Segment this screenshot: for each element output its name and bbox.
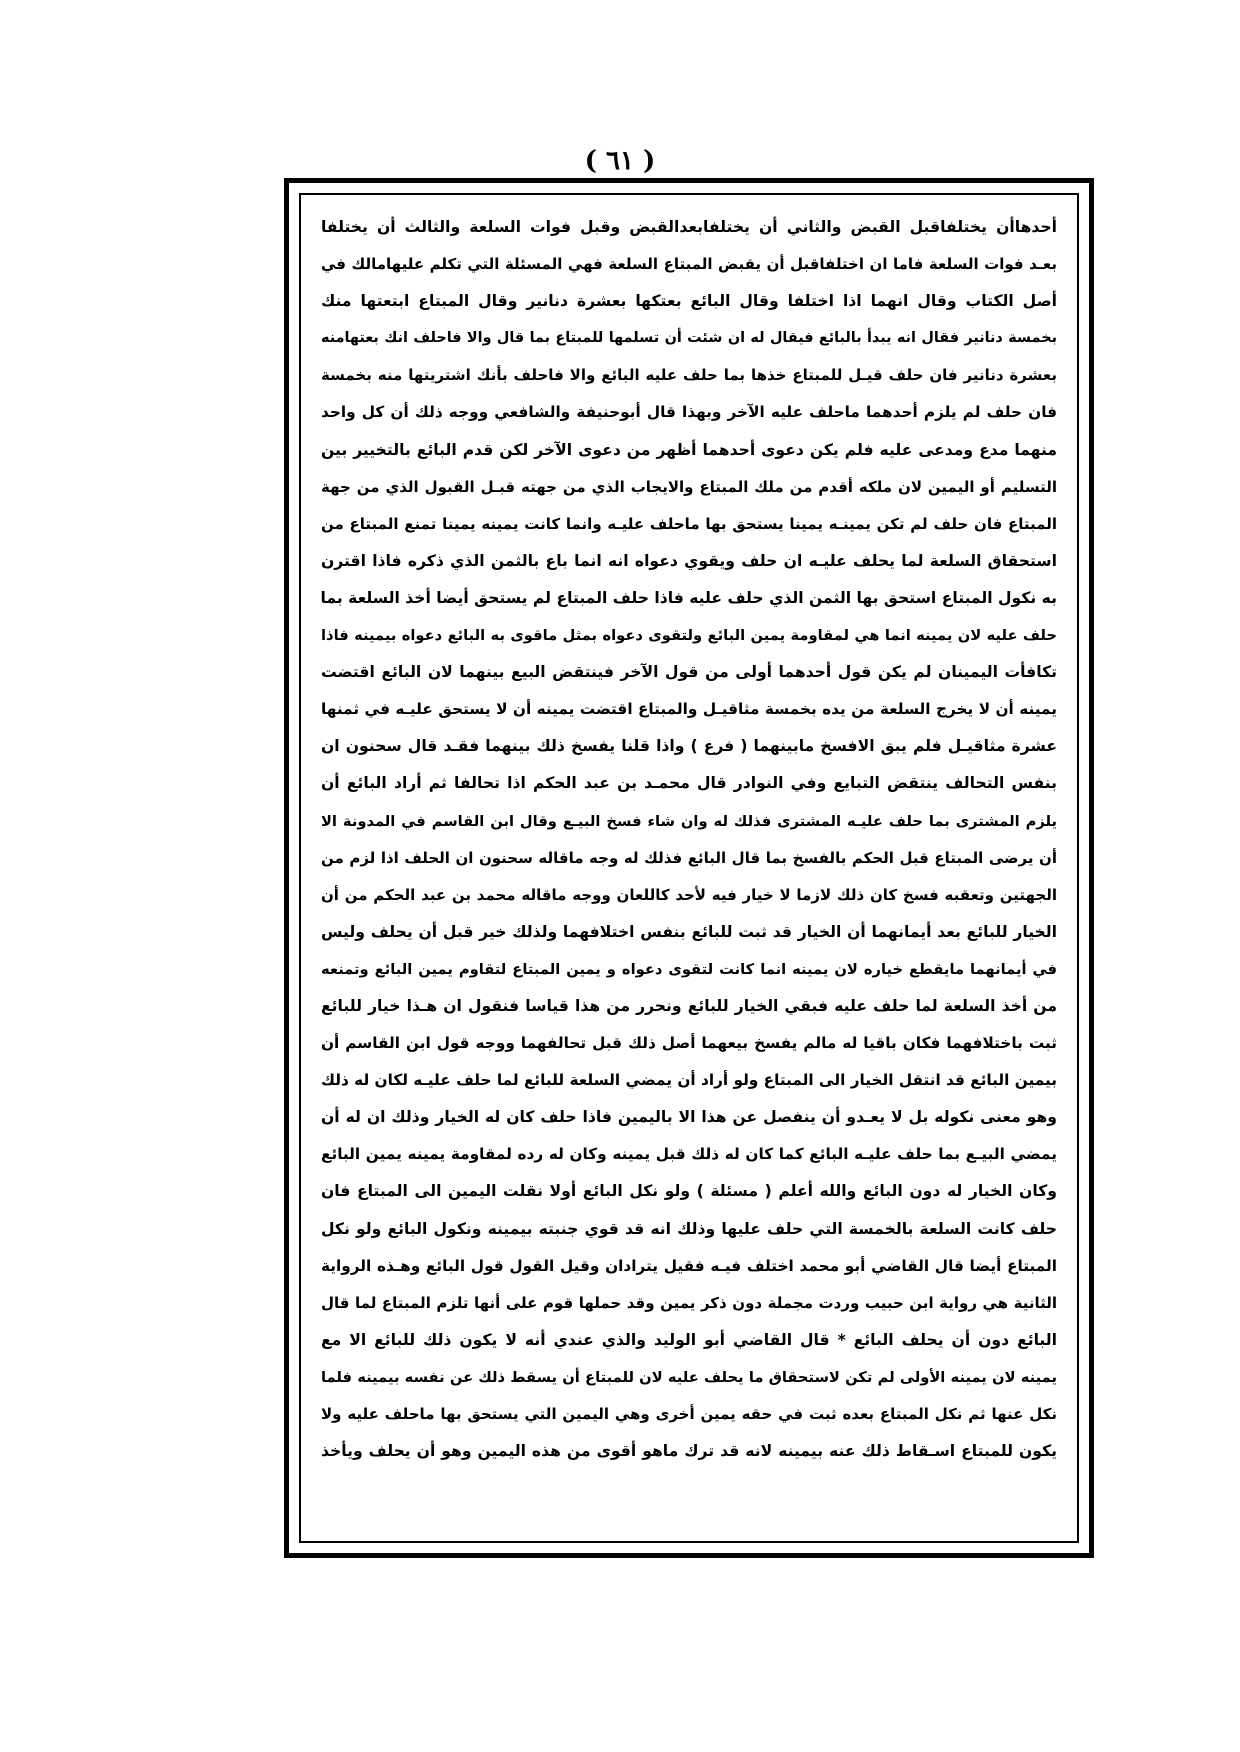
page-border — [284, 178, 1094, 1558]
text-line: الخيار للبائع بعد أيمانهما أن الخيار قد ثبت للبائع بنفس اختلافهما ولذلك خير قبل أن يحلف وليس — [321, 922, 1057, 941]
text-line: تكافأت اليمينان لم يكن قول أحدهما أولى من قول الآخر فينتقض البيع بينهما لان البائع اقتضت — [321, 663, 1057, 682]
text-line: أن يرضى المبتاع قبل الحكم بالفسخ بما قال البائع فذلك له وجه ماقاله سحنون ان الحلف اذا لزم من — [321, 848, 1057, 867]
text-line: وكان الخيار له دون البائع والله أعلم ( مسئلة ) ولو نكل البائع أولا نقلت اليمين الى المبتاع فان — [321, 1182, 1057, 1201]
text-line: بيمين البائع قد انتقل الخيار الى المبتاع ولو أراد أن يمضي السلعة للبائع لما حلف عليـه لكان له ذلك — [321, 1071, 1057, 1090]
text-line: نكل عنها ثم نكل المبتاع بعده ثبت في حقه يمين أخرى وهي اليمين التي يستحق بها ماحلف عليه ولا — [321, 1405, 1057, 1423]
text-line: أحدهاأن يختلفاقبل القبض والثاني أن يختلفابعدالقبض وقبل فوات السلعة والثالث أن يختلفا — [321, 218, 1057, 236]
text-line: بخمسة دنانير فقال انه يبدأ بالبائع فيقال له ان شئت أن تسلمها للمبتاع بما قال والا فاحلف انك بعتهامنه — [321, 330, 1057, 347]
text-line: بعـد فوات السلعة فاما ان اختلفاقبل أن يقبض المبتاع السلعة فهي المسئلة التي تكلم عليهامالك في — [321, 255, 1057, 274]
text-line: فان حلف لم يلزم أحدهما ماحلف عليه الآخر وبهذا قال أبوحنيفة والشافعي ووجه ذلك أن كل واحد — [321, 403, 1057, 422]
text-line: حلف عليه لان يمينه انما هي لمقاومة يمين البائع ولتقوى دعواه بمثل ماقوى به البائع دعواه بيمينه فاذا — [321, 627, 1057, 645]
text-line: استحقاق السلعة لما يحلف عليـه ان حلف ويقوي دعواه انه انما باع بالثمن الذي ذكره فاذا اقترن — [321, 551, 1057, 570]
text-line: من أخذ السلعة لما حلف عليه فبقي الخيار للبائع ونحرر من هذا قياسا فنقول ان هـذا خيار للبائع — [321, 996, 1057, 1015]
text-line: حلف كانت السلعة بالخمسة التي حلف عليها وذلك انه قد قوي جنبته بيمينه ونكول البائع ولو نكل — [321, 1219, 1057, 1238]
text-line: التسليم أو اليمين لان ملكه أقدم من ملك المبتاع والايجاب الذي من جهته قبـل القبول الذي من جهة — [321, 477, 1057, 496]
text-line: يلزم المشترى بما حلف عليـه المشترى فذلك له وان شاء فسخ البيـع وقال ابن القاسم في المدونة الا — [321, 812, 1057, 830]
text-line: بنفس التحالف ينتقض التبايع وفي النوادر قال محمـد بن عبد الحكم اذا تحالفا ثم أراد البائع أن — [321, 774, 1057, 793]
text-line: الجهتين وتعقبه فسخ كان ذلك لازما لا خيار فيه لأحد كاللعان ووجه ماقاله محمد بن عبد الحكم من أن — [321, 885, 1057, 904]
text-line: ثبت باختلافهما فكان باقيا له مالم يفسخ بيعهما أصل ذلك قبل تحالفهما ووجه قول ابن القاسم أن — [321, 1034, 1057, 1053]
text-line: المبتاع فان حلف لم تكن يمينـه يمينا يستحق بها ماحلف عليـه وانما كانت يمينه يمينا تمنع المبتاع من — [321, 514, 1057, 533]
text-line: بعشرة دنانير فان حلف قيـل للمبتاع خذها بما حلف عليه البائع والا فاحلف بأنك اشتريتها منه بخمسة — [321, 366, 1057, 385]
page-number: ( ٦١ ) — [584, 146, 656, 176]
text-line: البائع دون أن يحلف البائع * قال القاضي أبو الوليد والذي عندي أنه لا يكون ذلك للبائع الا مع — [321, 1330, 1057, 1349]
text-line: به نكول المبتاع استحق بها الثمن الذي حلف عليه فاذا حلف المبتاع لم يستحق أيضا أخذ السلعة بما — [321, 588, 1057, 607]
text-line: في أيمانهما مايقطع خياره لان يمينه انما كانت لتقوى دعواه و يمين المبتاع لتقاوم يمين البائع وتمنعه — [321, 960, 1057, 978]
text-line: يكون للمبتاع اسـقاط ذلك عنه بيمينه لانه قد ترك ماهو أقوى من هذه اليمين وهو أن يحلف ويأخذ — [321, 1442, 1057, 1461]
text-line: عشرة مثاقيـل فلم يبق الافسخ مابينهما ( فرع ) واذا قلنا يفسخ ذلك بينهما فقـد قال سحنون ان — [321, 737, 1057, 756]
text-line: الثانية هي رواية ابن حبيب وردت مجملة دون ذكر يمين وقد حملها قوم على أنها تلزم المبتاع لما قال — [321, 1293, 1057, 1312]
text-line: وهو معنى نكوله بل لا يعـدو أن ينفصل عن هذا الا باليمين فاذا حلف كان له الخيار وذلك ان له أن — [321, 1108, 1057, 1127]
text-line: يمضي البيـع بما حلف عليـه البائع كما كان له ذلك قبل يمينه وكان له رده لمقاومة يمينه يمين البائع — [321, 1145, 1057, 1164]
text-line: منهما مدع ومدعى عليه فلم يكن دعوى أحدهما أظهر من دعوى الآخر لكن قدم البائع بالتخيير بين — [321, 440, 1057, 459]
text-line: المبتاع أيضا قال القاضي أبو محمد اختلف فيـه فقيل يترادان وقيل القول قول البائع وهـذه الرواية — [321, 1256, 1057, 1275]
body-text — [321, 209, 1057, 1470]
text-line: أصل الكتاب وقال انهما اذا اختلفا وقال البائع بعتكها بعشرة دنانير وقال المبتاع ابتعتها منك — [321, 292, 1057, 311]
text-line: يمينه لان يمينه الأولى لم تكن لاستحقاق ما يحلف عليه لان للمبتاع أن يسقط ذلك عن نفسه بيمينه فلما — [321, 1368, 1057, 1386]
page-inner-border — [299, 193, 1079, 1543]
text-line: يمينه أن لا يخرج السلعة من يده بخمسة مثاقيـل والمبتاع اقتضت يمينه أن لا يستحق عليـه في ثمنها — [321, 700, 1057, 719]
